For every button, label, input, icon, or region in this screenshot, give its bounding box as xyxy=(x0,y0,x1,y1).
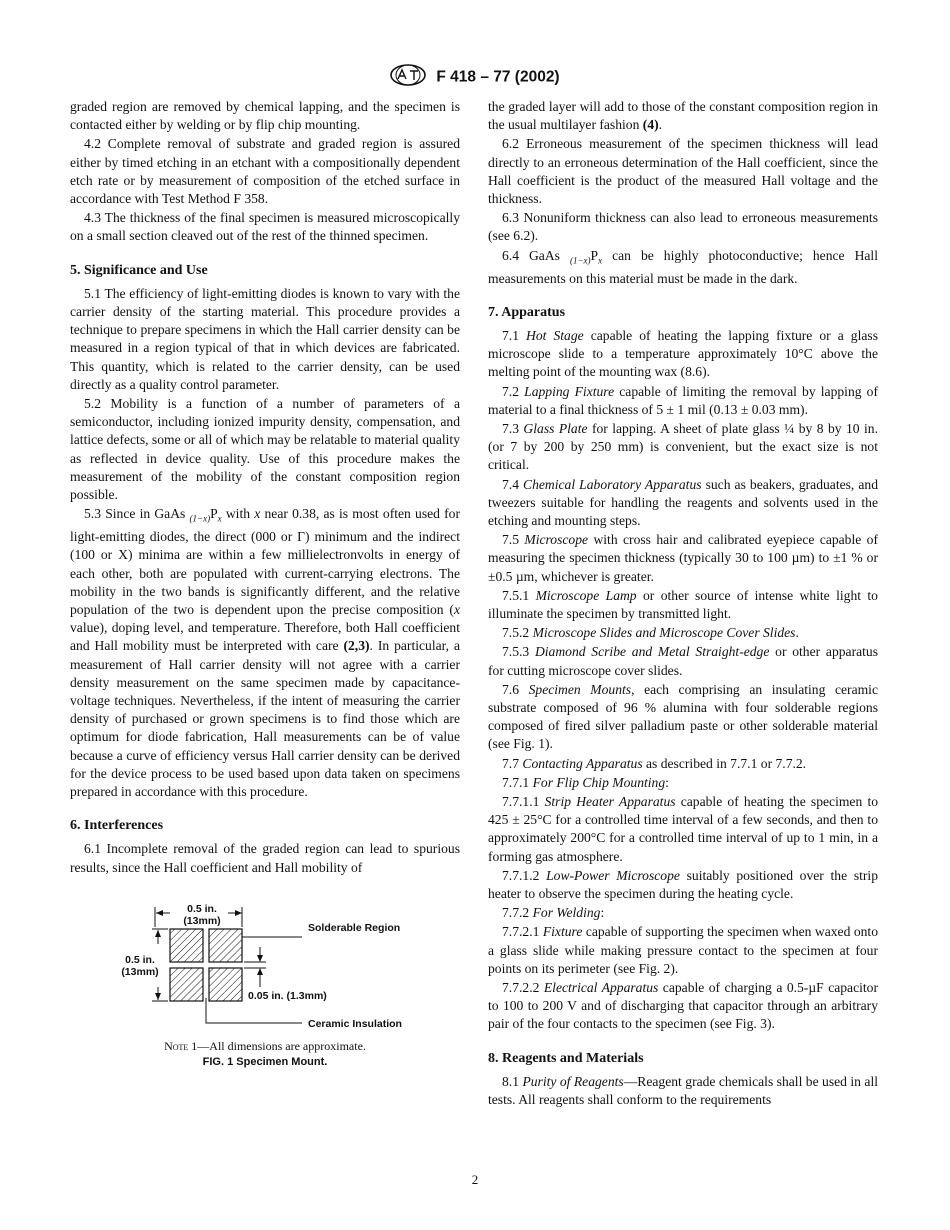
section-6-heading: 6. Interferences xyxy=(70,818,164,834)
paragraph-8-1: 8.1 Purity of Reagents—Reagent grade chemicals shall be used in all tests. All reagents shall conform to the requirements xyxy=(488,1073,879,1108)
solder-pad-bottom-left xyxy=(170,968,203,1001)
paragraph-7-5-2: 7.5.2 Microscope Slides and Microscope Cover Slides. xyxy=(502,625,799,641)
paragraph-7-1: 7.1 Hot Stage capable of heating the lapping fixture or a glass microscope slide to a temperature approximately 10°C above the melting point of the mounting wax (8.6). xyxy=(488,327,878,380)
paragraph-5-3: 5.3 Since in GaAs $_{(1-x)}P_x$ with x near 0.38, as is most often used for light-emitting diodes, the direct (000 or Γ) minimum and the indirect (100 or X) minima are within a few millielectronvolts in energy of each other, both are populated with current-carrying electrons. The mobility in the two bands is significantly different, and the relative population of the two is dependent upon the precise composition (x value), doping level, and temperature. Therefore, both Hall coefficient and Hall mobility must be interpreted with care (2,3). In particular, a measurement of Hall carrier density will not agree with a carrier density measurement on the same specimen made by capacitance-voltage techniques. Nevertheless, if the intent of measuring the carrier density of purchased or grown specimens is to find those which are optimum for diode fabrication, Hall measurements can be of value because a curve of efficiency versus Hall carrier density can be derived for the device process to be used based upon data taken on specimens prepared in accordance with this procedure. xyxy=(70,506,460,800)
section-7-heading: 7. Apparatus xyxy=(488,304,566,320)
paragraph-7-5: 7.5 Microscope with cross hair and calibrated eyepiece capable of measuring the specimen thickness (typically 30 to 100 µm) to ±1 % or ±0.5 µm, whichever is greater. xyxy=(488,532,878,584)
paragraph-continuation-right: the graded layer will add to those of the constant composition region in the usual multilayer fashion (4). xyxy=(488,99,878,133)
document-designation: F 418 – 77 (2002) xyxy=(436,68,560,86)
paragraph-6-2: 6.2 Erroneous measurement of the specimen thickness will lead directly to an erroneous determination of the Hall coefficient, since the Hall coefficient is the product of the measured Hall voltage and the thickness. xyxy=(488,136,878,207)
gap-dimension-label: 0.05 in. (1.3mm) xyxy=(248,989,327,1002)
section-5-heading: 5. Significance and Use xyxy=(70,262,208,278)
paragraph-7-7-1: 7.7.1 For Flip Chip Mounting: xyxy=(502,774,669,790)
paragraph-7-7-2-2: 7.7.2.2 Electrical Apparatus capable of charging a 0.5-µF capacitor to 100 to 200 V and of discharging that capacitor through an arbitrary pair of the four contacts to the specimen (see Fig. 3). xyxy=(488,980,878,1032)
ceramic-insulation-label: Ceramic Insulation xyxy=(308,1017,402,1030)
solder-pad-bottom-right xyxy=(209,968,242,1001)
paragraph-5-2: 5.2 Mobility is a function of a number of parameters of a semiconductor, including ionized impurity density, compensation, and lattice defects, some or all of which may be relatable to material quality as reflected in device quality. Use of this procedure makes the measurement of the mobility of the constant composition region possible. xyxy=(70,396,460,503)
paragraph-7-7-1-1: 7.7.1.1 Strip Heater Apparatus capable of heating the specimen to 425 ± 25°C for a controlled time interval of a few seconds, and then to approximately 200°C for a controlled time interval of up to 1 min, in a forming gas atmosphere. xyxy=(488,794,879,864)
paragraph-5-1: 5.1 The efficiency of light-emitting diodes is known to vary with the carrier density of the starting material. This procedure provides a technique to prepare specimens in which the Hall carrier density can be measured in a region typical of that in which devices are fabricated. This quantity, which is related to the carrier density, can be used directly as a quality control parameter. xyxy=(70,285,460,392)
paragraph-7-4: 7.4 Chemical Laboratory Apparatus such as beakers, graduates, and tweezers suitable for handling the reagents and solvents used in the etching and mounting steps. xyxy=(488,476,878,528)
figure-1 xyxy=(70,899,460,1084)
page-header xyxy=(0,64,950,91)
figure-caption: FIG. 1 Specimen Mount. xyxy=(202,1055,328,1068)
paragraph-continuation: graded region are removed by chemical lapping, and the specimen is contacted either by welding or by flip chip mounting. xyxy=(70,99,460,133)
paragraph-7-7-1-2: 7.7.1.2 Low-Power Microscope suitably positioned over the strip heater to observe the specimen during the heating cycle. xyxy=(488,867,879,902)
paragraph-7-2: 7.2 Lapping Fixture capable of limiting the removal by lapping of material to a final thickness of 5 ± 1 mil (0.13 ± 0.03 mm). xyxy=(488,383,879,417)
solder-pad-top-left xyxy=(170,929,203,962)
paragraph-6-1: 6.1 Incomplete removal of the graded region can lead to spurious results, since the Hall coefficient and Hall mobility of xyxy=(70,841,460,875)
paragraph-6-4: 6.4 GaAs $_{(1-x)}P_x$ can be highly photoconductive; hence Hall measurements on this material must be made in the dark. xyxy=(488,247,878,286)
astm-logo-icon xyxy=(390,64,426,91)
dim-left-label: 0.5 in. xyxy=(125,953,155,966)
figure-note: Note 1—All dimensions are approximate. xyxy=(164,1038,366,1053)
paragraph-7-7-2: 7.7.2 For Welding: xyxy=(502,905,605,921)
paragraph-7-3: 7.3 Glass Plate for lapping. A sheet of plate glass ¼ by 8 by 10 in. (or 7 by 200 by 250 mm) is convenient, but the exact size is not critical. xyxy=(488,420,879,473)
left-column xyxy=(70,98,460,1084)
dim-left-mm-label: (13mm) xyxy=(121,965,159,978)
paragraph-4-3: 4.3 The thickness of the final specimen is measured microscopically on a small section cleaved out of the rest of the thinned specimen. xyxy=(70,210,460,244)
specimen-mount-diagram xyxy=(70,899,460,1034)
solderable-region-label: Solderable Region xyxy=(308,921,401,934)
paragraph-7-6: 7.6 Specimen Mounts, each comprising an insulating ceramic substrate composed of 96 % alumina with four solderable regions composed of fired silver palladium paste or other solderable material (see Fig. 1). xyxy=(488,681,878,752)
section-8-heading: 8. Reagents and Materials xyxy=(488,1050,644,1066)
paragraph-7-7-2-1: 7.7.2.1 Fixture capable of supporting the specimen when waxed onto a glass slide while making pressure contact to the specimen at four points on its perimeter (see Fig. 2). xyxy=(488,924,879,976)
paragraph-4-2: 4.2 Complete removal of substrate and graded region is assured either by timed etching in an etchant with a compositionally dependent etch rate or by measurement of composition of the etched surface in accordance with Test Method F 358. xyxy=(70,136,460,207)
page-number: 2 xyxy=(471,1172,479,1187)
dim-top-label: 0.5 in. xyxy=(187,902,217,915)
solder-pad-top-right xyxy=(209,929,242,962)
paragraph-7-5-1: 7.5.1 Microscope Lamp or other source of intense white light to illuminate the specimen by transmitted light. xyxy=(488,587,878,621)
paragraph-6-3: 6.3 Nonuniform thickness can also lead to erroneous measurements (see 6.2). xyxy=(488,210,878,244)
paragraph-7-5-3: 7.5.3 Diamond Scribe and Metal Straight-edge or other apparatus for cutting microscope cover slides. xyxy=(488,644,878,678)
right-column xyxy=(488,98,878,1110)
paragraph-7-7: 7.7 Contacting Apparatus as described in 7.7.1 or 7.7.2. xyxy=(502,755,807,771)
dim-top-mm-label: (13mm) xyxy=(183,914,221,927)
